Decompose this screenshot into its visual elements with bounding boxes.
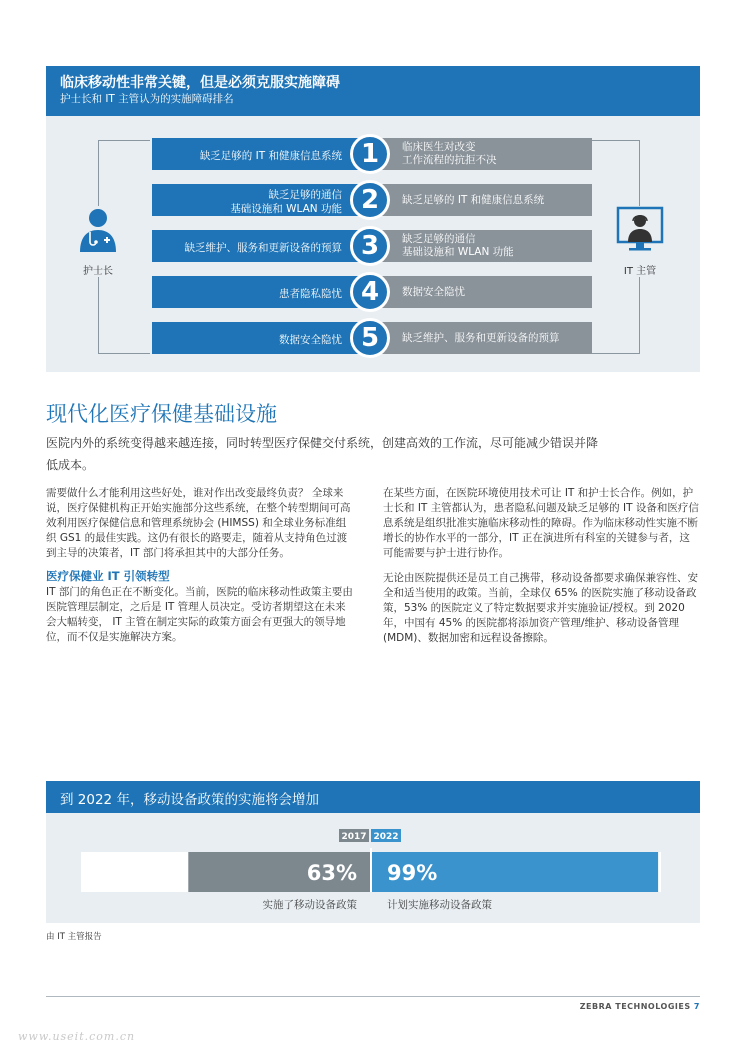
barrier-row-4-right bbox=[372, 276, 592, 308]
barrier-nurse-text: 缺乏足够的 IT 和健康信息系统 bbox=[199, 149, 342, 162]
barrier-row-5-right bbox=[372, 322, 592, 354]
paragraph: IT 部门的角色正在不断变化。当前，医院的临床移动性政策主要由医院管理层制定，之后是 IT 管理人员决定。受访者期望这在未来会大幅转变， IT 主管在制定实际的政策方面会有更强大的领导地位，而不仅是实施解决方案。 bbox=[46, 586, 353, 643]
page-number: 7 bbox=[693, 1002, 700, 1011]
value-label-2022: 99% bbox=[387, 861, 438, 885]
it-label: IT 主管 bbox=[623, 266, 657, 277]
barrier-row-3-left bbox=[152, 230, 370, 262]
paragraph: 无论由医院提供还是员工自己携带，移动设备都要求确保兼容性、安全和适当使用的政策。当前，全球仅 65% 的医院实施了移动设备政策，53% 的医院定义了特定数据要求并实施验证/授权。到 2020 年，中国有 45% 的医院都将添加资产管理/维护、移动设备管理 (MDM)、数据加密和远程设备擦除。 bbox=[383, 572, 698, 644]
rank-badge: 1 bbox=[350, 134, 390, 174]
chart-title: 到 2022 年，移动设备政策的实施将会增加 bbox=[46, 781, 700, 813]
nurse-figure bbox=[68, 206, 128, 277]
barrier-it-text: 缺乏足够的 IT 和健康信息系统 bbox=[402, 193, 545, 206]
nurse-label: 护士长 bbox=[83, 266, 113, 277]
barrier-row-1-right bbox=[372, 138, 592, 170]
rank-badge: 3 bbox=[350, 226, 390, 266]
barrier-row-2-right bbox=[372, 184, 592, 216]
policy-chart bbox=[46, 813, 700, 923]
category-label: 计划实施移动设备政策 bbox=[387, 899, 492, 911]
barriers-subtitle: 护士长和 IT 主管认为的实施障碍排名 bbox=[60, 93, 234, 105]
barrier-row-1-left bbox=[152, 138, 370, 170]
right-column bbox=[383, 486, 699, 656]
footer bbox=[580, 1002, 700, 1011]
barrier-it-text: 临床医生对改变 工作流程的抗拒不决 bbox=[402, 141, 497, 166]
barrier-it-text: 数据安全隐忧 bbox=[402, 285, 465, 298]
barrier-it-text: 缺乏维护、服务和更新设备的预算 bbox=[402, 331, 560, 344]
barrier-row-5-left bbox=[152, 322, 370, 354]
barrier-nurse-text: 缺乏维护、服务和更新设备的预算 bbox=[184, 241, 342, 254]
it-figure bbox=[610, 206, 670, 277]
barrier-row-3-right bbox=[372, 230, 592, 262]
subheading: 医疗保健业 IT 引领转型 bbox=[46, 569, 170, 583]
it-manager-icon bbox=[615, 206, 665, 254]
chart-source: 由 IT 主管报告 bbox=[46, 932, 102, 942]
barrier-nurse-text: 数据安全隐忧 bbox=[279, 333, 342, 346]
watermark: www.useit.com.cn bbox=[18, 1030, 136, 1043]
paragraph: 需要做什么才能利用这些好处，谁对作出改变最终负责？ 全球来说，医疗保健机构正开始实施部分这些系统，在整个转型期间可高效利用医疗保健信息和管理系统协会 (HIMSS) 和全球业务标准组织 GS1 的最佳实践。这仍有很长的路要走，随着从支持角色过渡到主导的决策者，IT 部门将承担其中的大部分任务。 bbox=[46, 487, 351, 559]
value-label-2017: 63% bbox=[306, 861, 357, 885]
barrier-row-4-left bbox=[152, 276, 370, 308]
barrier-it-text: 缺乏足够的通信 基础设施和 WLAN 功能 bbox=[402, 233, 514, 258]
rank-badge: 2 bbox=[350, 180, 390, 220]
footer-divider bbox=[46, 996, 700, 997]
barriers-title: 临床移动性非常关键，但是必须克服实施障碍 bbox=[60, 75, 340, 91]
paragraph: 在某些方面，在医院环境使用技术可让 IT 和护士长合作。例如，护士长和 IT 主管都认为，患者隐私问题及缺乏足够的 IT 设备和医疗信息系统是组织批准实施临床移动性的障碍。作为临床移动性实施不断增长的协作水平的一部分，IT 正在演进所有科室的关键参与者，这可能需要与护士进行协作。 bbox=[383, 487, 699, 559]
barriers-banner bbox=[46, 66, 700, 116]
rank-badge: 4 bbox=[350, 272, 390, 312]
left-column bbox=[46, 486, 356, 655]
barrier-nurse-text: 缺乏足够的通信 基础设施和 WLAN 功能 bbox=[230, 188, 342, 215]
category-label: 实施了移动设备政策 bbox=[262, 899, 357, 911]
barrier-row-2-left bbox=[152, 184, 370, 216]
rank-badge: 5 bbox=[350, 318, 390, 358]
nurse-icon bbox=[76, 206, 120, 254]
legend-2017-label: 2017 bbox=[341, 832, 367, 842]
section-heading: 现代化医疗保健基础设施 bbox=[46, 402, 277, 426]
section-intro: 医院内外的系统变得越来越连接，同时转型医疗保健交付系统，创建高效的工作流，尽可能减少错误并降低成本。 bbox=[46, 436, 599, 472]
brand-name: ZEBRA TECHNOLOGIES bbox=[579, 1002, 691, 1011]
legend-2022-label: 2022 bbox=[373, 832, 399, 842]
barrier-nurse-text: 患者隐私隐忧 bbox=[279, 287, 342, 300]
